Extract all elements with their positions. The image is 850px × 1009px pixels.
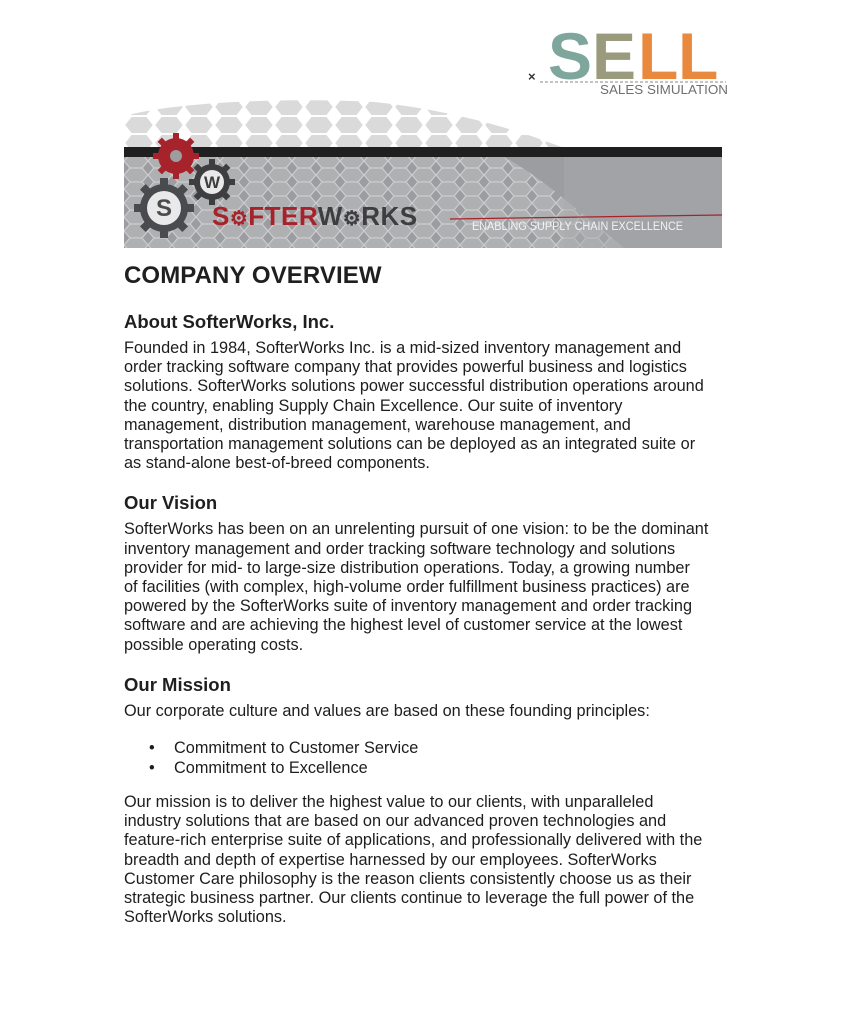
text-line: software and are achieving the highest level of customer service at the lowest (124, 616, 683, 635)
text-line: industry solutions that are based on our advanced proven technologies and (124, 812, 667, 831)
logo-letter-l2: L (678, 22, 719, 93)
document-body (124, 262, 724, 946)
vision-section (124, 492, 724, 654)
text-line: solutions. SofterWorks solutions power successful distribution operations around (124, 377, 704, 396)
logo-tagline: SALES SIMULATION (600, 83, 728, 97)
banner-slogan: ENABLING SUPPLY CHAIN EXCELLENCE (472, 221, 684, 233)
vision-paragraph (124, 520, 724, 654)
text-line: order tracking software company that provides powerful business and logistics (124, 358, 687, 377)
banner-band-shade (564, 157, 722, 248)
mission-section (124, 674, 724, 928)
text-line: SofterWorks has been on an unrelenting pursuit of one vision: to be the dominant (124, 520, 709, 539)
mission-heading: Our Mission (124, 673, 231, 695)
banner-top-bar (124, 147, 722, 157)
wordmark-fter: FTER (248, 201, 318, 231)
text-line: feature-rich enterprise suite of applications, and professionally delivered with the (124, 831, 703, 850)
text-line: provider for mid- to large-size distribution operations. Today, a growing number (124, 558, 690, 577)
gear-icon-w (189, 159, 235, 205)
logo-letter-l1: L (638, 22, 679, 93)
mission-intro: Our corporate culture and values are based on these founding principles: (124, 701, 650, 720)
text-line: SofterWorks solutions. (124, 908, 287, 927)
text-line: inventory management and order tracking software technology and solutions (124, 539, 676, 558)
list-item: • Commitment to Customer Service (174, 738, 724, 758)
wordmark-o-red: ⚙ (229, 208, 249, 230)
logo-letter-s: S (548, 22, 593, 93)
sell-sales-simulation-logo (528, 22, 730, 100)
about-heading: About SofterWorks, Inc. (124, 311, 335, 332)
gear-letter-s: S (155, 195, 173, 222)
wordmark-o-dark: ⚙ (342, 208, 362, 230)
list-item: • Commitment to Excellence (174, 758, 724, 778)
logo-letter-e: E (592, 22, 637, 93)
text-line: breadth and depth of expertise harnessed by our employees. SofterWorks (124, 850, 657, 869)
text-line: Customer Care philosophy is the reason clients consistently choose us as their (124, 869, 692, 888)
principles-list (124, 738, 724, 778)
text-line: as stand-alone best-of-breed components. (124, 454, 430, 473)
mission-paragraph (124, 793, 724, 927)
softerworks-banner (124, 98, 722, 248)
text-line: the country, enabling Supply Chain Excellence. Our suite of inventory (124, 396, 623, 415)
text-line: powered by the SofterWorks suite of inventory management and order tracking (124, 597, 693, 616)
wordmark-rks: RKS (361, 201, 418, 231)
vision-heading: Our Vision (124, 492, 218, 514)
about-section (124, 311, 724, 473)
logo-x-mark: × (528, 69, 536, 84)
gear-icon-red (153, 133, 199, 179)
text-line: possible operating costs. (124, 635, 304, 654)
text-line: management, distribution management, warehouse management, and (124, 415, 631, 434)
text-line: strategic business partner. Our clients continue to leverage the full power of the (124, 889, 695, 908)
gear-icon-s (134, 178, 194, 238)
text-line: Our mission is to deliver the highest value to our clients, with unparalleled (124, 793, 654, 812)
about-paragraph (124, 339, 724, 473)
text-line: transportation management solutions can be deployed as an integrated suite or (124, 435, 696, 454)
gear-letter-w: W (203, 173, 221, 192)
page-title: COMPANY OVERVIEW (124, 262, 382, 289)
wordmark-s: S (212, 201, 230, 231)
wordmark-w: W (317, 201, 343, 231)
text-line: Founded in 1984, SofterWorks Inc. is a mid-sized inventory management and (124, 339, 682, 357)
text-line: of facilities (with complex, high-volume order fulfillment business practices) are (124, 578, 690, 597)
